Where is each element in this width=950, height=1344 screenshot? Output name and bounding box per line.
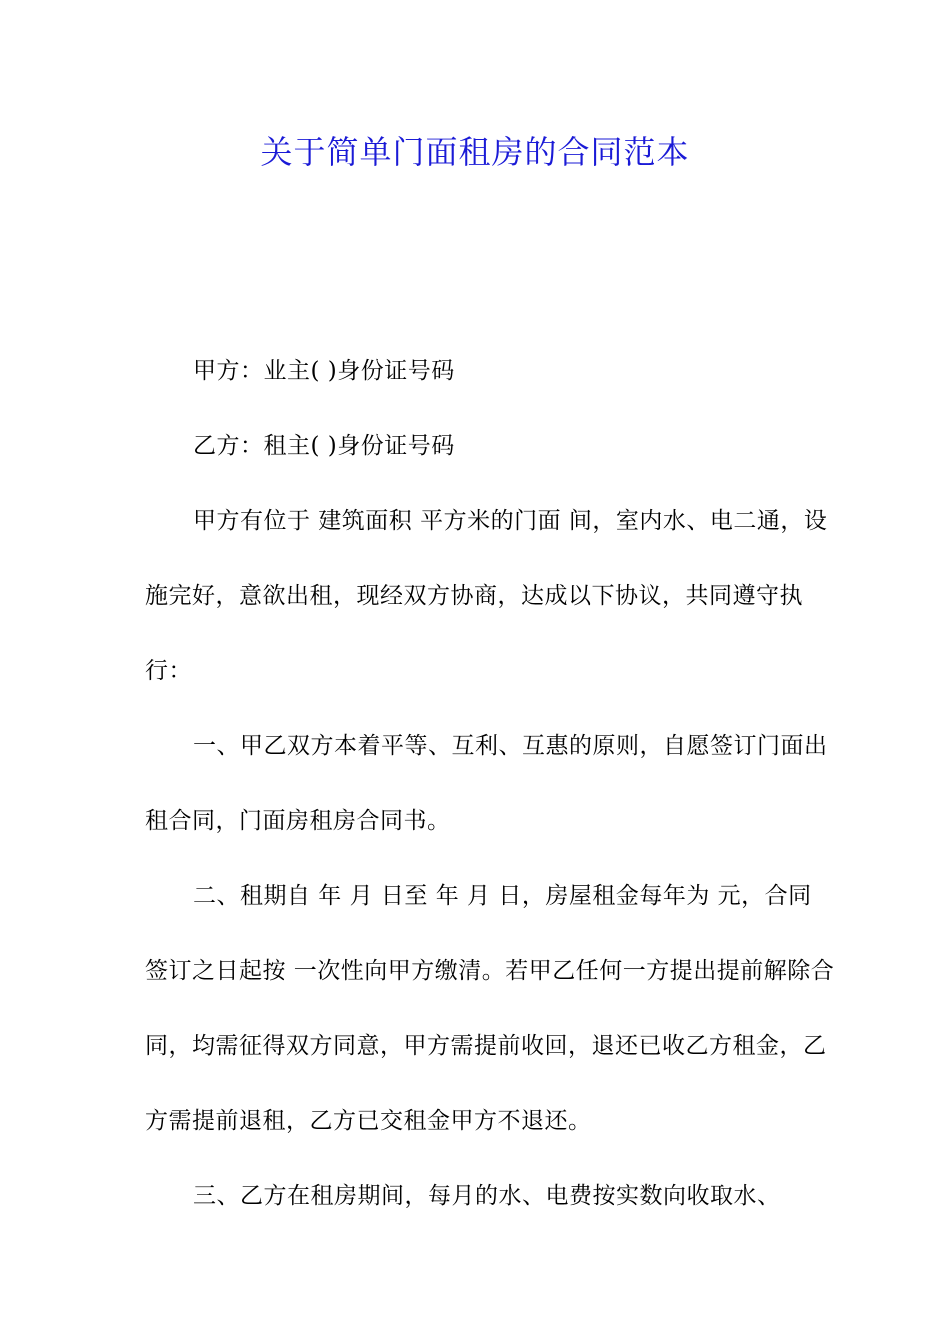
party-a-line: 甲方：业主( )身份证号码 <box>193 358 455 384</box>
clause-1-paragraph: 一、甲乙双方本着平等、互利、互惠的原则，自愿签订门面出租合同，门面房租房合同书。 <box>145 733 828 834</box>
clause-3-paragraph: 三、乙方在租房期间，每月的水、电费按实数向收取水、 <box>193 1183 781 1209</box>
property-description-paragraph: 甲方有位于 建筑面积 平方米的门面 间，室内水、电二通，设施完好，意欲出租，现经双方协商，达成以下协议，共同遵守执行： <box>145 508 828 684</box>
document-body <box>145 334 835 1234</box>
clause-2-paragraph: 二、租期自 年 月 日至 年 月 日，房屋租金每年为 元，合同签订之日起按 一次性向甲方缴清。若甲乙任何一方提出提前解除合同，均需征得双方同意，甲方需提前收回，退还已收乙方租金，乙方需提前退租，乙方已交租金甲方不退还。 <box>145 883 835 1134</box>
document-title: 关于简单门面租房的合同范本 <box>260 133 690 171</box>
party-b-line: 乙方：租主( )身份证号码 <box>193 433 455 459</box>
